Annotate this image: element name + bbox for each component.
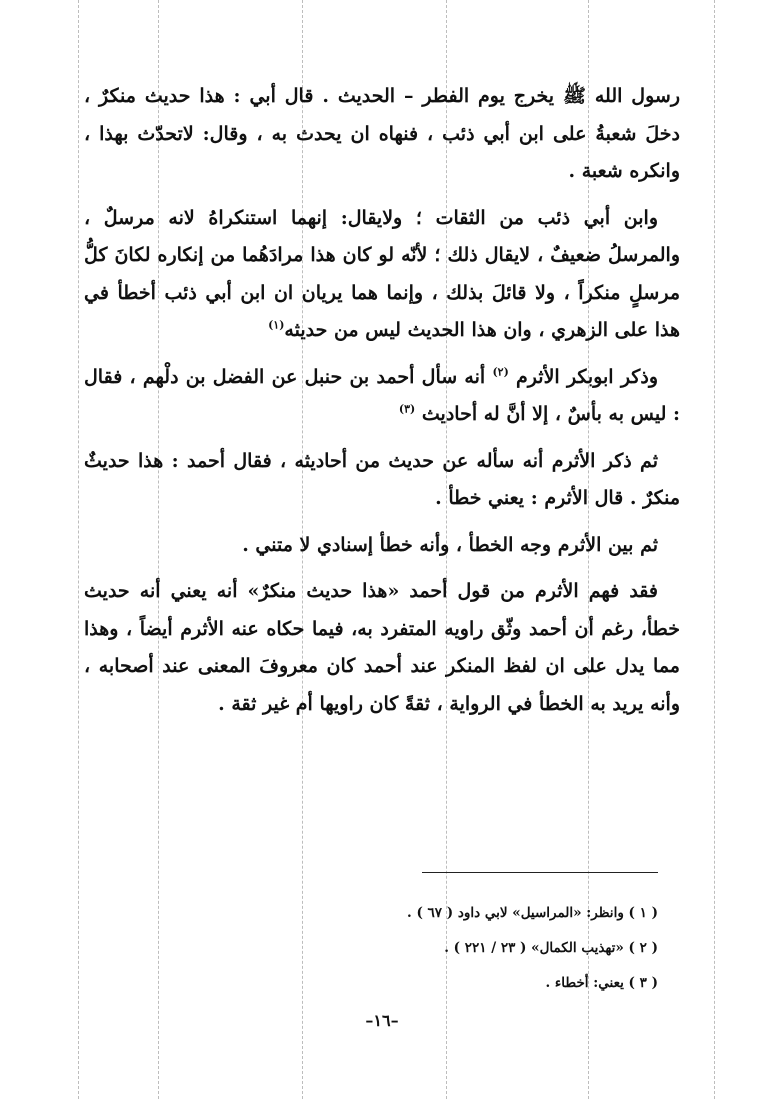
paragraph-text: فقد فهم الأثرم من قول أحمد «هذا حديث منكرٌ» أنه يعني أنه حديث خطأ، رغم أن أحمد وثّق راويه المتفرد به، فيما حكاه عنه الأثرم أيضاً ، وهذا مما يدل على ان لفظ المنكر عند أحمد كان معروفَ المعنى عند أصحابه ، وأنه يريد به الخطأ في الرواية ، ثقةً كان راويها أم غير ثقة . [84, 580, 680, 715]
page-number: –١٦– [365, 1011, 399, 1030]
paragraph-2 [84, 200, 680, 350]
paragraph-text-before: وذكر ابوبكر الأثرم [516, 365, 658, 388]
paragraph-5 [84, 527, 680, 565]
footnote-ref-1[interactable]: (١) [268, 318, 285, 332]
footnote-3: ( ٣ ) يعني: أخطاء . [545, 975, 658, 991]
footnote-ref-3[interactable]: (٣) [398, 402, 416, 416]
paragraph-text: وابن أبي ذئب من الثقات ؛ ولايقال: إنهما استنكراهُ لانه مرسلٌ ، والمرسلُ ضعيفٌ ، لايقال ذلك ؛ لأنّه لو كان هذا مرادَهُما من إنكاره لكانَ كلُّ مرسلٍ منكراً ، ولا قائلَ بذلك ، وإنما هما يريان ان ابن أبي ذئب أخطأ في هذا على الزهري ، وان هذا الحديث ليس من حديثه [84, 206, 680, 341]
paragraph-3 [84, 359, 680, 434]
page-body [84, 78, 680, 732]
paragraph-text: ثم ذكر الأثرم أنه سأله عن حديث من أحاديثه ، فقال أحمد : هذا حديثٌ منكرٌ . قال الأثرم : يعني خطأ . [84, 449, 680, 509]
paragraph-text-after: أنه سأل أحمد بن حنبل عن الفضل بن دلْهم ، فقال : ليس به بأسٌ ، إلا أنَّ له أحاديث [84, 365, 680, 425]
grid-line [78, 0, 79, 1099]
paragraph-4 [84, 443, 680, 518]
paragraph-1 [84, 78, 680, 191]
paragraph-text: رسول الله ﷺ يخرج يوم الفطر – الحديث . قال أبي : هذا حديث منكرٌ ، دخلَ شعبةُ على ابن أبي ذئب ، فنهاه ان يحدث به ، وقال: لاتحدّث بهذا ، وانكره شعبة . [84, 85, 680, 182]
footnote-separator [422, 872, 658, 873]
grid-line [714, 0, 715, 1099]
footnote-2: ( ٢ ) «تهذيب الكمال» ( ٢٣ / ٢٢١ ) . [444, 940, 658, 956]
footnote-1: ( ١ ) وانظر: «المراسيل» لابي داود ( ٦٧ ) . [407, 905, 658, 921]
paragraph-6 [84, 573, 680, 723]
footnote-ref-2[interactable]: (٢) [492, 365, 509, 379]
paragraph-text: ثم بين الأثرم وجه الخطأ ، وأنه خطأ إسنادي لا متني . [242, 533, 658, 556]
footnotes [328, 896, 658, 1001]
